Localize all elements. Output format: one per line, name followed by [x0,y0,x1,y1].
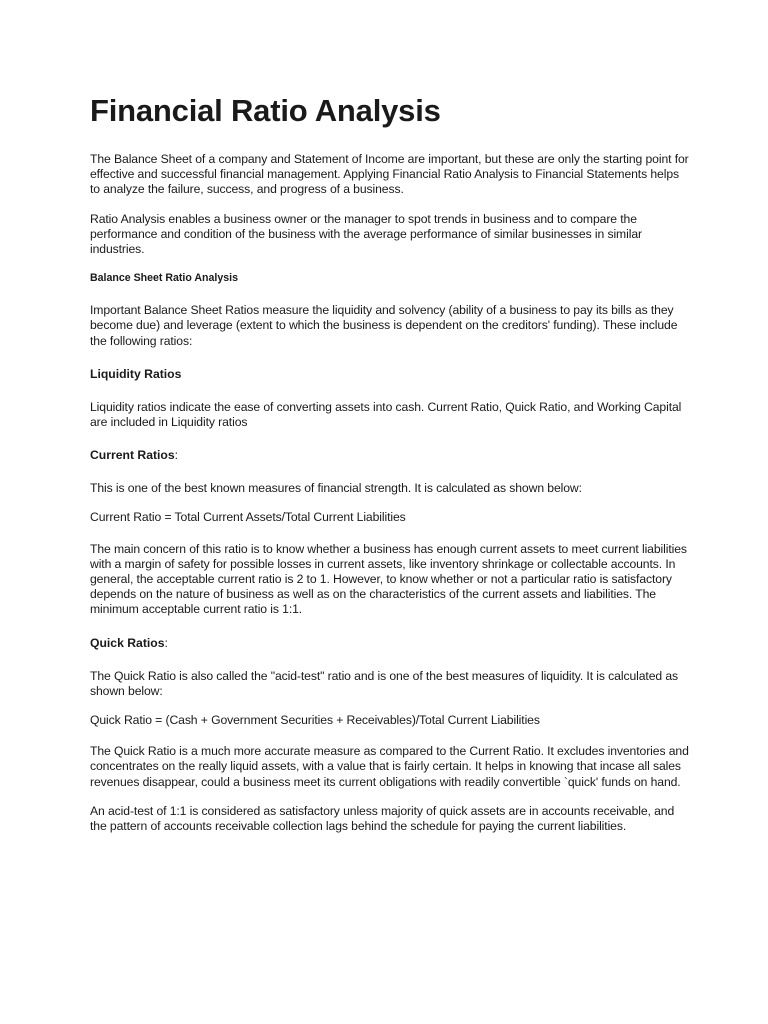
document-page [90,92,690,848]
quick-ratios-heading: Quick Ratios [90,635,165,650]
intro-paragraph-1: The Balance Sheet of a company and Statement of Income are important, but these are only the starting point for effective and successful financial management. Applying Financial Ratio Analysis to Financial Statements helps to analyze the failure, success, and progress of a business. [90,152,689,197]
current-ratio-formula: Current Ratio = Total Current Assets/Total Current Liabilities [90,510,406,525]
quick-ratio-paragraph-2: The Quick Ratio is a much more accurate measure as compared to the Current Ratio. It excludes inventories and concentrates on the really liquid assets, with a value that is fairly certain. It helps in knowing that incase all sales revenues disappear, could a business meet its current obligations with readily convertible `quick' funds on hand. [90,744,689,789]
quick-ratios-colon: : [164,635,168,650]
balance-sheet-heading: Balance Sheet Ratio Analysis [90,272,238,285]
document-title: Financial Ratio Analysis [90,93,441,128]
liquidity-paragraph: Liquidity ratios indicate the ease of converting assets into cash. Current Ratio, Quick Ratio, and Working Capital are included in Liquidity ratios [90,399,682,430]
liquidity-heading: Liquidity Ratios [90,366,182,381]
current-ratio-paragraph-2: The main concern of this ratio is to know whether a business has enough current assets to meet current liabilities with a margin of safety for possible losses in current assets, like inventory shrinkage or collectable accounts. In general, the acceptable current ratio is 2 to 1. However, to know whether or not a particular ratio is satisfactory depends on the nature of business as well as on the characteristics of the current assets and liabilities. The minimum acceptable current ratio is 1:1. [90,541,687,617]
current-ratio-paragraph-1: This is one of the best known measures of financial strength. It is calculated as shown below: [90,481,582,496]
quick-ratios-heading-row [90,636,690,651]
current-ratios-heading: Current Ratios [90,448,175,463]
quick-ratio-paragraph-3: An acid-test of 1:1 is considered as satisfactory unless majority of quick assets are in accounts receivable, and the pattern of accounts receivable collection lags behind the schedule for paying the current liabilities. [90,803,675,834]
quick-ratio-paragraph-1: The Quick Ratio is also called the "acid-test" ratio and is one of the best measures of liquidity. It is calculated as shown below: [90,668,679,698]
balance-sheet-paragraph: Important Balance Sheet Ratios measure the liquidity and solvency (ability of a business to pay its bills as they become due) and leverage (extent to which the business is dependent on the creditors' funding). These include the following ratios: [90,303,678,348]
intro-paragraph-2: Ratio Analysis enables a business owner or the manager to spot trends in business and to compare the performance and condition of the business with the average performance of similar businesses in similar industries. [90,211,642,257]
current-ratios-heading-row [90,448,690,463]
quick-ratio-formula: Quick Ratio = (Cash + Government Securities + Receivables)/Total Current Liabilities [90,713,540,728]
current-ratios-colon: : [174,448,179,463]
